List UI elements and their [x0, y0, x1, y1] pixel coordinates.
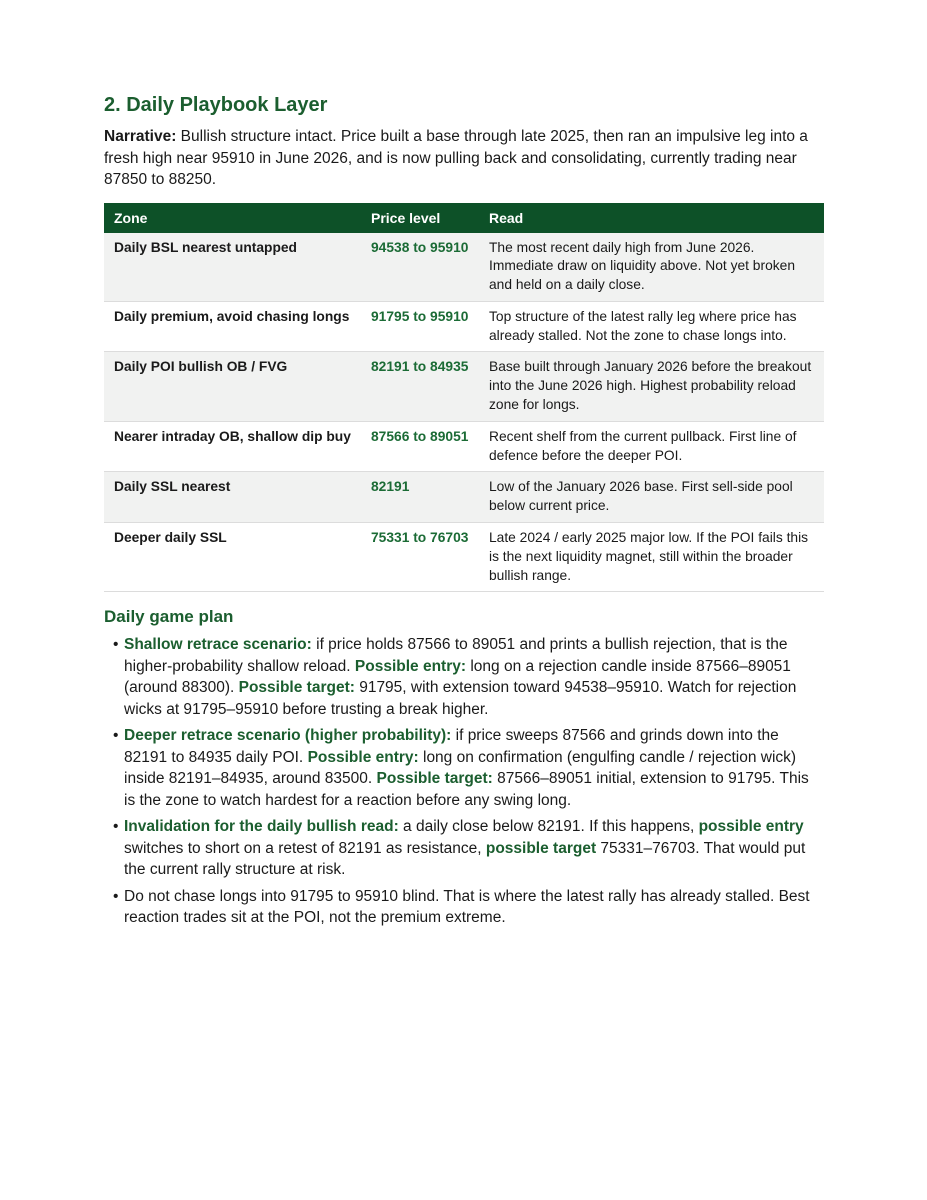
bold-term: Possible entry: [307, 748, 419, 766]
bullet-icon: • [113, 887, 119, 905]
table-header-row [104, 203, 824, 233]
table-row [104, 301, 824, 352]
list-item-text: 91795, with extension toward 94538–95910. Watch for rejection wicks at 91795–95910 before trusting a break higher. [124, 679, 797, 718]
list-item-text: long on a rejection candle inside 87566–89051 (around 88300). [124, 657, 791, 697]
list-item [104, 816, 824, 881]
bold-term: Possible entry: [354, 657, 467, 675]
zone-cell: Daily BSL nearest untapped [104, 233, 361, 302]
zone-cell: Daily premium, avoid chasing longs [104, 301, 361, 352]
table-row [104, 472, 824, 523]
read-cell: Top structure of the latest rally leg where price has already stalled. Not the zone to chase longs into. [479, 301, 824, 352]
zone-cell: Daily SSL nearest [104, 472, 361, 523]
bold-term: Shallow retrace scenario: [124, 636, 312, 654]
list-item [104, 634, 824, 720]
narrative-label: Narrative: [104, 128, 177, 145]
header-zone: Zone [104, 203, 361, 233]
zone-cell: Nearer intraday OB, shallow dip buy [104, 421, 361, 472]
price-cell: 91795 to 95910 [361, 301, 479, 352]
bullet-icon: • [113, 818, 119, 836]
list-item-text: if price holds 87566 to 89051 and prints a bullish rejection, that is the higher-probability shallow reload. [124, 636, 788, 675]
price-cell: 82191 to 84935 [361, 352, 479, 421]
list-item-text: long on confirmation (engulfing candle / rejection wick) inside 82191–84935, around 83500. [124, 748, 797, 788]
game-plan-heading: Daily game plan [104, 607, 234, 627]
list-item-text: if price sweeps 87566 and grinds down into the 82191 to 84935 daily POI. [124, 727, 779, 766]
bold-term: Deeper retrace scenario (higher probability): [124, 727, 452, 745]
narrative-paragraph [104, 126, 824, 191]
list-item-text: 75331–76703. That would put the current rally structure at risk. [124, 839, 806, 879]
list-item [104, 725, 824, 811]
bold-term: Possible target: [238, 679, 355, 697]
table-row [104, 421, 824, 472]
list-item-text: 87566–89051 initial, extension to 91795. This is the zone to watch hardest for a reaction before any swing long. [124, 770, 809, 809]
playbook-table [104, 203, 824, 593]
document-body [104, 92, 824, 934]
header-price-level: Price level [361, 203, 479, 233]
price-cell: 94538 to 95910 [361, 233, 479, 302]
list-item [104, 886, 824, 929]
bold-term: Possible target: [376, 770, 493, 788]
list-item-text: switches to short on a retest of 82191 as resistance, [124, 839, 486, 857]
bold-term: Invalidation for the daily bullish read: [124, 818, 399, 836]
bold-term: possible entry [698, 818, 804, 836]
header-read: Read [479, 203, 824, 233]
read-cell: The most recent daily high from June 2026. Immediate draw on liquidity above. Not yet broken and held on a daily close. [479, 233, 824, 302]
bullet-icon: • [113, 636, 119, 654]
price-cell: 75331 to 76703 [361, 523, 479, 592]
read-cell: Low of the January 2026 base. First sell-side pool below current price. [479, 472, 824, 523]
read-cell: Recent shelf from the current pullback. First line of defence before the deeper POI. [479, 421, 824, 472]
read-cell: Base built through January 2026 before the breakout into the June 2026 high. Highest probability reload zone for longs. [479, 352, 824, 421]
list-item-text: Do not chase longs into 91795 to 95910 blind. That is where the latest rally has already stalled. Best reaction trades sit at the POI, not the premium extreme. [124, 887, 810, 927]
table-row [104, 233, 824, 302]
zone-cell: Daily POI bullish OB / FVG [104, 352, 361, 421]
section-title: 2. Daily Playbook Layer [104, 94, 328, 116]
price-cell: 87566 to 89051 [361, 421, 479, 472]
zone-cell: Deeper daily SSL [104, 523, 361, 592]
read-cell: Late 2024 / early 2025 major low. If the POI fails this is the next liquidity magnet, still within the broader bullish range. [479, 523, 824, 592]
game-plan-list [104, 634, 824, 929]
narrative-text: Bullish structure intact. Price built a base through late 2025, then ran an impulsive leg into a fresh high near 95910 in June 2026, and is now pulling back and consolidating, currently trading near 87850 to 88250. [104, 128, 808, 188]
bold-term: possible target [485, 839, 597, 857]
bullet-icon: • [113, 727, 119, 745]
price-cell: 82191 [361, 472, 479, 523]
table-row [104, 523, 824, 592]
list-item-text: a daily close below 82191. If this happens, [398, 818, 699, 836]
table-row [104, 352, 824, 421]
